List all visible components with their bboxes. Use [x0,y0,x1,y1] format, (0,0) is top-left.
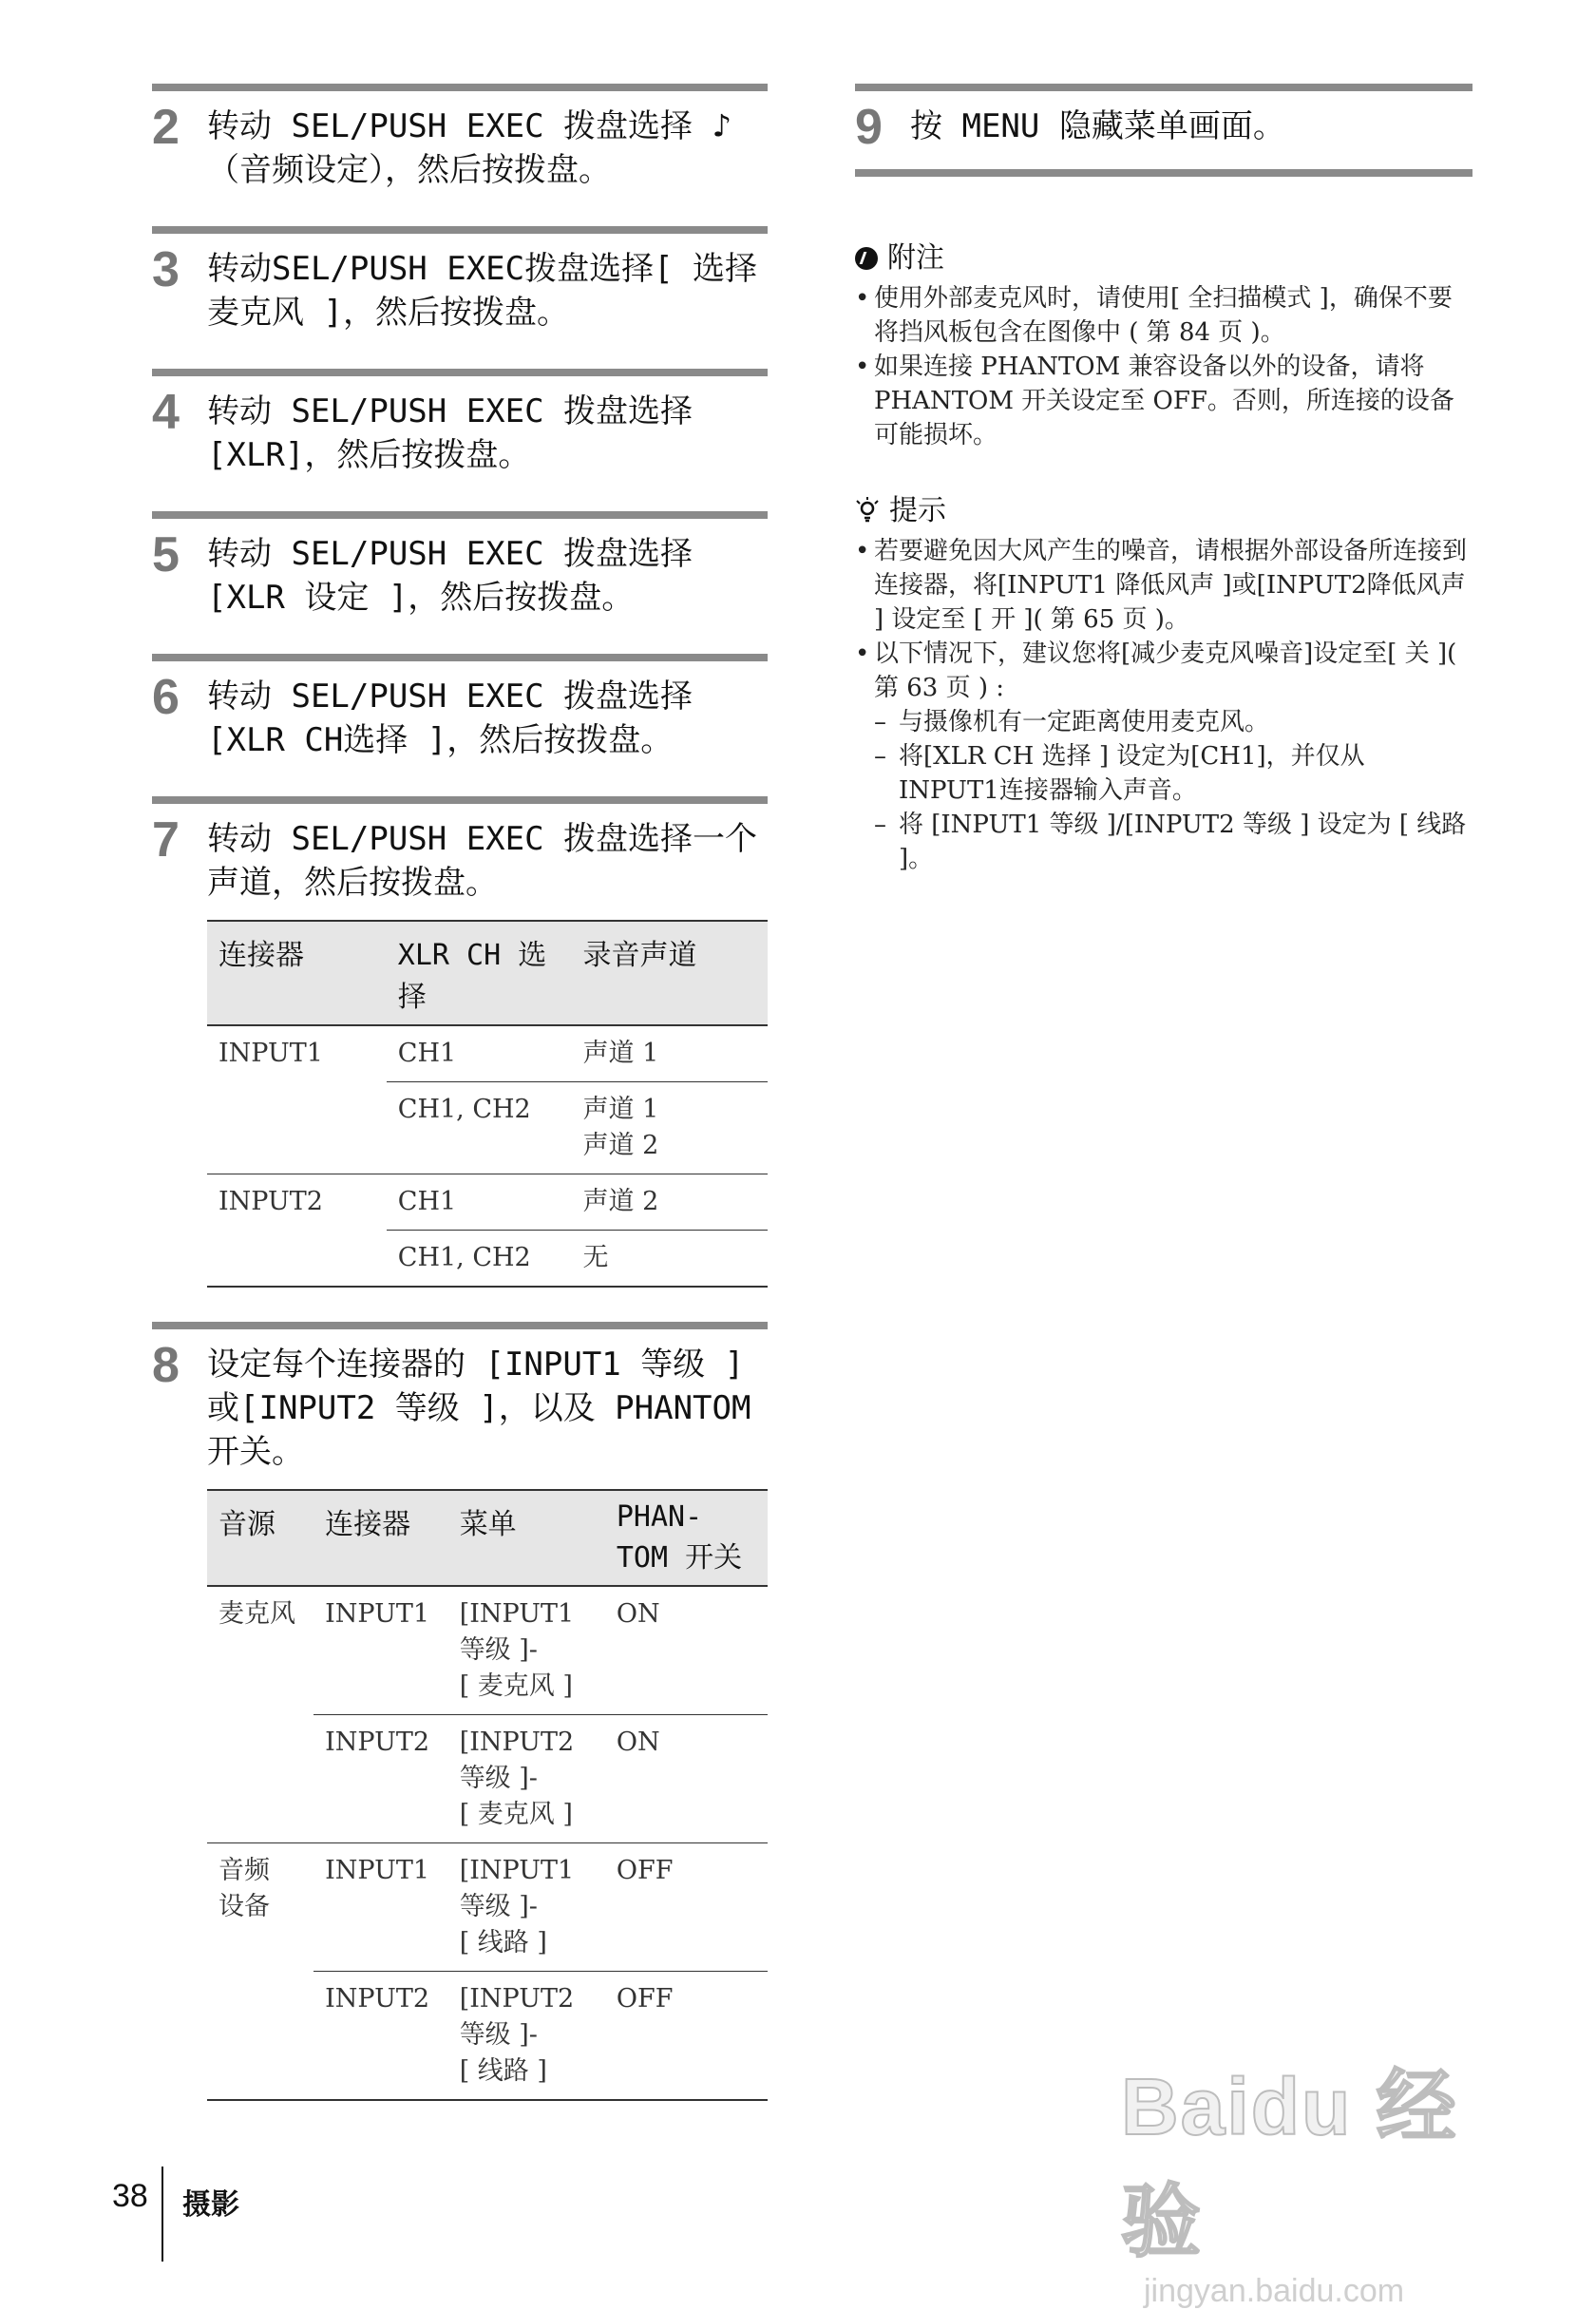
table-row [207,1174,768,1231]
table-cell: 音频 设备 [218,1856,270,1921]
table-cell [207,1231,387,1288]
list-item: • 若要避免因大风产生的噪音，请根据外部设备所连接到连接器，将[INPUT1 降低风声 ]或[INPUT2降低风声 ] 设定至 [ 开 ]( 第 65 页 )。 [855,534,1472,637]
section-title: 摄影 [182,2188,239,2222]
list-item-text: 以下情况下，建议您将[减少麦克风噪音]设定至[ 关 ]( 第 63 页 ) : [874,640,1457,702]
table-row [207,1082,768,1174]
table-cell: 无 [571,1231,768,1288]
table-header: PHAN- TOM 开关 [605,1490,768,1586]
right-column [855,84,1472,876]
phantom-table [207,1489,768,2101]
table-cell: ON [605,1715,768,1843]
step-number: 4 [152,385,180,440]
step-text: 按 MENU 隐藏菜单画面。 [910,107,1285,145]
list-item: • 如果连接 PHANTOM 兼容设备以外的设备，请将 PHANTOM 开关设定至 OFF。否则，所连接的设备可能损坏。 [855,350,1472,452]
table-cell: 麦克风 [218,1599,295,1629]
step-5 [152,511,768,620]
list-item [855,637,1472,876]
table-row [207,1972,768,2101]
table-cell [207,1972,314,2101]
table-row [207,1231,768,1288]
step-number: 3 [152,242,180,297]
note-icon [855,247,878,270]
table-cell: 声道 2 [571,1174,768,1231]
sub-list-item: – 与摄像机有一定距离使用麦克风。 [874,705,1472,739]
table-header: 连接器 [314,1490,448,1586]
table-header: 菜单 [448,1490,605,1586]
step-8 [152,1322,768,2101]
table-row [207,1586,768,1715]
tips-section [855,487,1472,876]
page-number: 38 [112,2178,148,2214]
table-cell: ON [605,1586,768,1715]
table-cell: [INPUT1 等级 ]- [ 线路 ] [448,1843,605,1972]
table-cell: CH1 [387,1174,572,1231]
channel-table [207,920,768,1288]
step-4 [152,369,768,477]
table-cell: CH1 [387,1025,572,1082]
table-cell: INPUT2 [314,1972,448,2101]
step-7 [152,796,768,1288]
footer-divider [162,2167,163,2262]
table-row [207,1025,768,1082]
step-number: 9 [855,100,883,155]
table-cell: [INPUT2 等级 ]- [ 线路 ] [448,1972,605,2101]
step-number: 7 [152,812,180,868]
watermark-logo: Baidu 经验 [1121,2062,1458,2266]
step-9 [855,84,1472,177]
table-row [207,1843,768,1972]
list-item: • 使用外部麦克风时，请使用[ 全扫描模式 ]，确保不要将挡风板包含在图像中 ( 第 84 页 )。 [855,281,1472,350]
notes-section [855,234,1472,452]
sub-list-item: – 将 [INPUT1 等级 ]/[INPUT2 等级 ] 设定为 [ 线路 ]。 [874,808,1472,876]
step-text: 转动 SEL/PUSH EXEC 拨盘选择 [XLR CH选择 ]，然后按拨盘。 [207,678,694,759]
table-row [207,1715,768,1843]
watermark-url: jingyan.baidu.com [1144,2273,1405,2309]
table-header: 音源 [207,1490,314,1586]
notes-title: 附注 [887,241,944,275]
table-cell: INPUT2 [218,1187,323,1216]
step-2 [152,84,768,192]
step-number: 2 [152,100,180,155]
table-cell: [INPUT1 等级 ]- [ 麦克风 ] [448,1586,605,1715]
table-cell [207,1082,387,1174]
table-header: XLR CH 选择 [387,921,572,1025]
table-cell: OFF [605,1972,768,2101]
step-text: 转动 SEL/PUSH EXEC 拨盘选择 [XLR]，然后按拨盘。 [207,392,694,474]
step-text: 设定每个连接器的 [INPUT1 等级 ] 或[INPUT2 等级 ]，以及 PHANTOM 开关。 [207,1346,751,1471]
table-header: 连接器 [207,921,387,1025]
step-6 [152,654,768,762]
table-cell: 声道 1 声道 2 [571,1082,768,1174]
step-text: 转动SEL/PUSH EXEC拨盘选择[ 选择麦克风 ]，然后按拨盘。 [207,250,758,332]
step-number: 6 [152,670,180,725]
step-text: 转动 SEL/PUSH EXEC 拨盘选择一个声道，然后按拨盘。 [207,820,758,902]
table-cell [207,1715,314,1843]
table-cell: INPUT1 [314,1843,448,1972]
step-text: 转动 SEL/PUSH EXEC 拨盘选择 [XLR 设定 ]，然后按拨盘。 [207,535,694,617]
step-text: 转动 SEL/PUSH EXEC 拨盘选择 ♪（音频设定），然后按拨盘。 [207,107,732,189]
left-column [152,84,768,2135]
table-cell: CH1, CH2 [387,1082,572,1174]
step-number: 8 [152,1338,180,1393]
table-cell: INPUT1 [314,1586,448,1715]
table-cell: OFF [605,1843,768,1972]
table-cell: 声道 1 [571,1025,768,1082]
lightbulb-icon [855,497,880,524]
table-cell: [INPUT2 等级 ]- [ 麦克风 ] [448,1715,605,1843]
table-cell: INPUT2 [314,1715,448,1843]
step-number: 5 [152,527,180,582]
table-header: 录音声道 [571,921,768,1025]
watermark [1121,2043,1520,2310]
table-cell: INPUT1 [218,1039,323,1068]
step-3 [152,226,768,334]
tips-title: 提示 [889,494,946,527]
sub-list-item: – 将[XLR CH 选择 ] 设定为[CH1]，并仅从 INPUT1连接器输入声音。 [874,739,1472,808]
table-cell: CH1, CH2 [387,1231,572,1288]
